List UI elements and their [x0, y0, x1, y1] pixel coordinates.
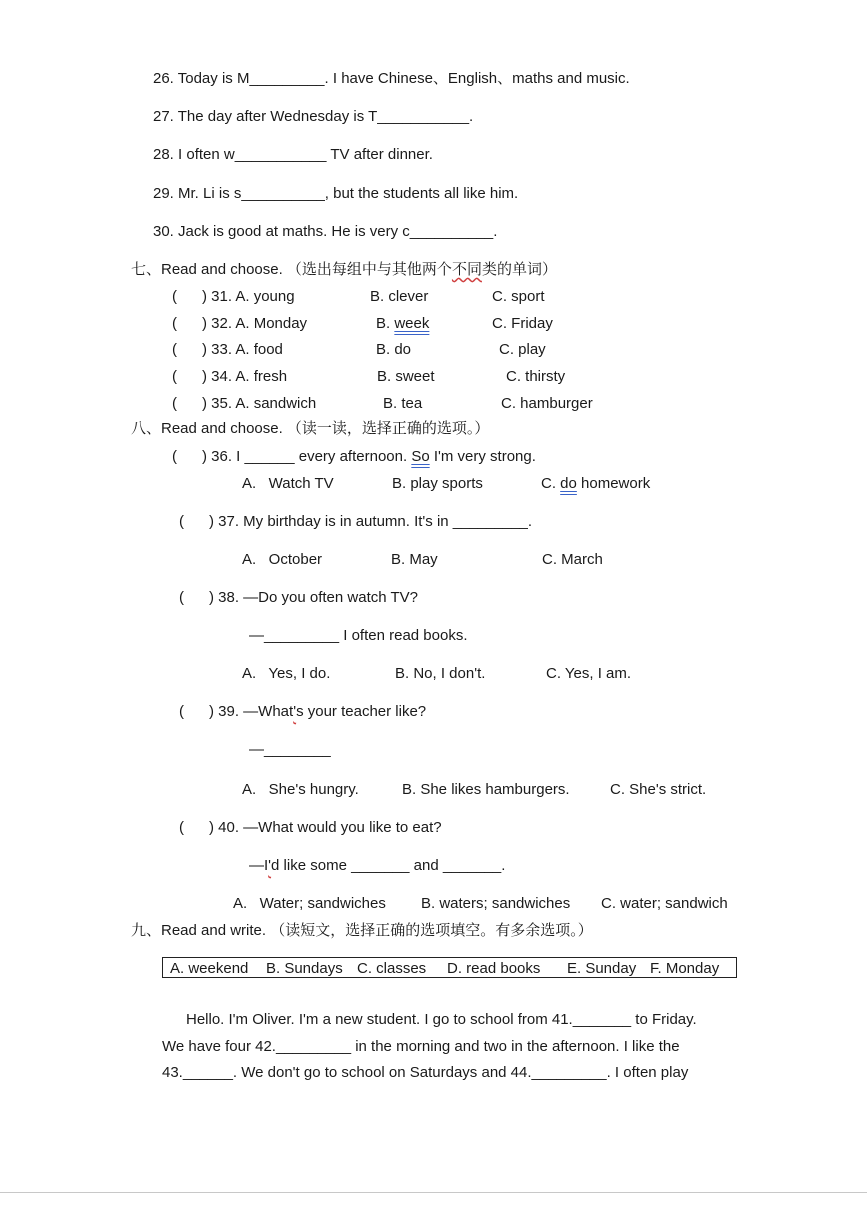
- question-27: 27. The day after Wednesday is T___________.: [153, 108, 474, 125]
- reply-text: d like some _______ and _______.: [271, 857, 506, 874]
- option-b: [376, 315, 429, 333]
- spellcheck-mark: ': [293, 703, 297, 720]
- option-c: [541, 475, 650, 493]
- question-38-reply: —_________ I often read books.: [249, 627, 468, 644]
- grammar-mark: So: [411, 448, 430, 465]
- option-c: C. hamburger: [501, 395, 593, 412]
- option-c: C. sport: [492, 288, 545, 305]
- passage-line: 43.______. We don't go to school on Saturdays and 44._________. I often play: [162, 1064, 689, 1081]
- question-29: 29. Mr. Li is s__________, but the students all like him.: [153, 185, 519, 202]
- question-33: ( ) 33. A. food: [172, 341, 283, 358]
- heading-text: 类的单词）: [481, 261, 557, 278]
- passage-line: We have four 42._________ in the morning and two in the afternoon. I like the: [162, 1038, 680, 1055]
- word-bank-option: F. Monday: [650, 960, 720, 977]
- word-bank-option: D. read books: [447, 960, 541, 977]
- option-a: A. Water; sandwiches: [233, 895, 386, 912]
- section-9-heading: 九、Read and write. （读短文，选择正确的选项填空。有多余选项。）: [131, 922, 593, 939]
- option-a: A. She's hungry.: [242, 781, 359, 798]
- word-bank-option: E. Sunday: [567, 960, 637, 977]
- option-c: C. Yes, I am.: [546, 665, 632, 682]
- option-b: B. tea: [383, 395, 423, 412]
- word-bank-option: B. Sundays: [266, 960, 343, 977]
- option-c: C. play: [499, 341, 546, 358]
- option-a: A. October: [242, 551, 323, 568]
- option-c: C. thirsty: [506, 368, 566, 385]
- reply-text: —I: [249, 857, 269, 874]
- option-b: B. No, I don't.: [395, 665, 486, 682]
- question-28: 28. I often w___________ TV after dinner.: [153, 146, 433, 163]
- question-39-reply: —________: [249, 741, 331, 758]
- option-label: B.: [376, 315, 395, 332]
- option-b: B. She likes hamburgers.: [402, 781, 570, 798]
- option-b: B. clever: [370, 288, 429, 305]
- option-text: homework: [576, 475, 651, 492]
- option-c: C. March: [542, 551, 603, 568]
- question-40-reply: [249, 857, 505, 875]
- option-b: B. sweet: [377, 368, 435, 385]
- question-37: ( ) 37. My birthday is in autumn. It's in _________.: [179, 513, 533, 530]
- question-26: 26. Today is M_________. I have Chinese、English、maths and music.: [153, 70, 630, 87]
- question-text: I'm very strong.: [429, 448, 536, 465]
- section-8-heading: 八、Read and choose. （读一读，选择正确的选项。）: [131, 420, 490, 437]
- question-35: ( ) 35. A. sandwich: [172, 395, 317, 412]
- question-text: s your teacher like?: [296, 703, 427, 720]
- page-divider: [0, 1192, 867, 1193]
- option-b: B. do: [376, 341, 412, 358]
- option-label: C.: [541, 475, 561, 492]
- section-7-heading: [131, 261, 557, 279]
- option-c: C. Friday: [492, 315, 553, 332]
- question-40: ( ) 40. —What would you like to eat?: [179, 819, 442, 836]
- option-a: A. Watch TV: [242, 475, 334, 492]
- option-b: B. May: [391, 551, 438, 568]
- option-a: A. Yes, I do.: [242, 665, 331, 682]
- option-b: B. waters; sandwiches: [421, 895, 571, 912]
- option-c: C. She's strict.: [610, 781, 707, 798]
- question-36: [172, 448, 536, 466]
- spellcheck-mark: 不同: [451, 261, 482, 278]
- question-text: ( ) 39. —What: [179, 703, 294, 720]
- question-32: ( ) 32. A. Monday: [172, 315, 308, 332]
- heading-text: 七、Read and choose. （选出每组中与其他两个: [131, 261, 452, 278]
- question-text: ( ) 36. I ______ every afternoon.: [172, 448, 412, 465]
- question-38: ( ) 38. —Do you often watch TV?: [179, 589, 418, 606]
- question-39: [179, 703, 426, 721]
- question-30: 30. Jack is good at maths. He is very c__________.: [153, 223, 498, 240]
- word-bank-option: C. classes: [357, 960, 427, 977]
- option-c: C. water; sandwich: [601, 895, 728, 912]
- passage-line: Hello. I'm Oliver. I'm a new student. I go to school from 41._______ to Friday.: [186, 1011, 697, 1028]
- grammar-mark: week: [394, 315, 430, 332]
- word-bank-option: A. weekend: [170, 960, 249, 977]
- question-34: ( ) 34. A. fresh: [172, 368, 288, 385]
- question-31: ( ) 31. A. young: [172, 288, 295, 305]
- grammar-mark: do: [560, 475, 577, 492]
- spellcheck-mark: ': [268, 857, 272, 874]
- option-b: B. play sports: [392, 475, 483, 492]
